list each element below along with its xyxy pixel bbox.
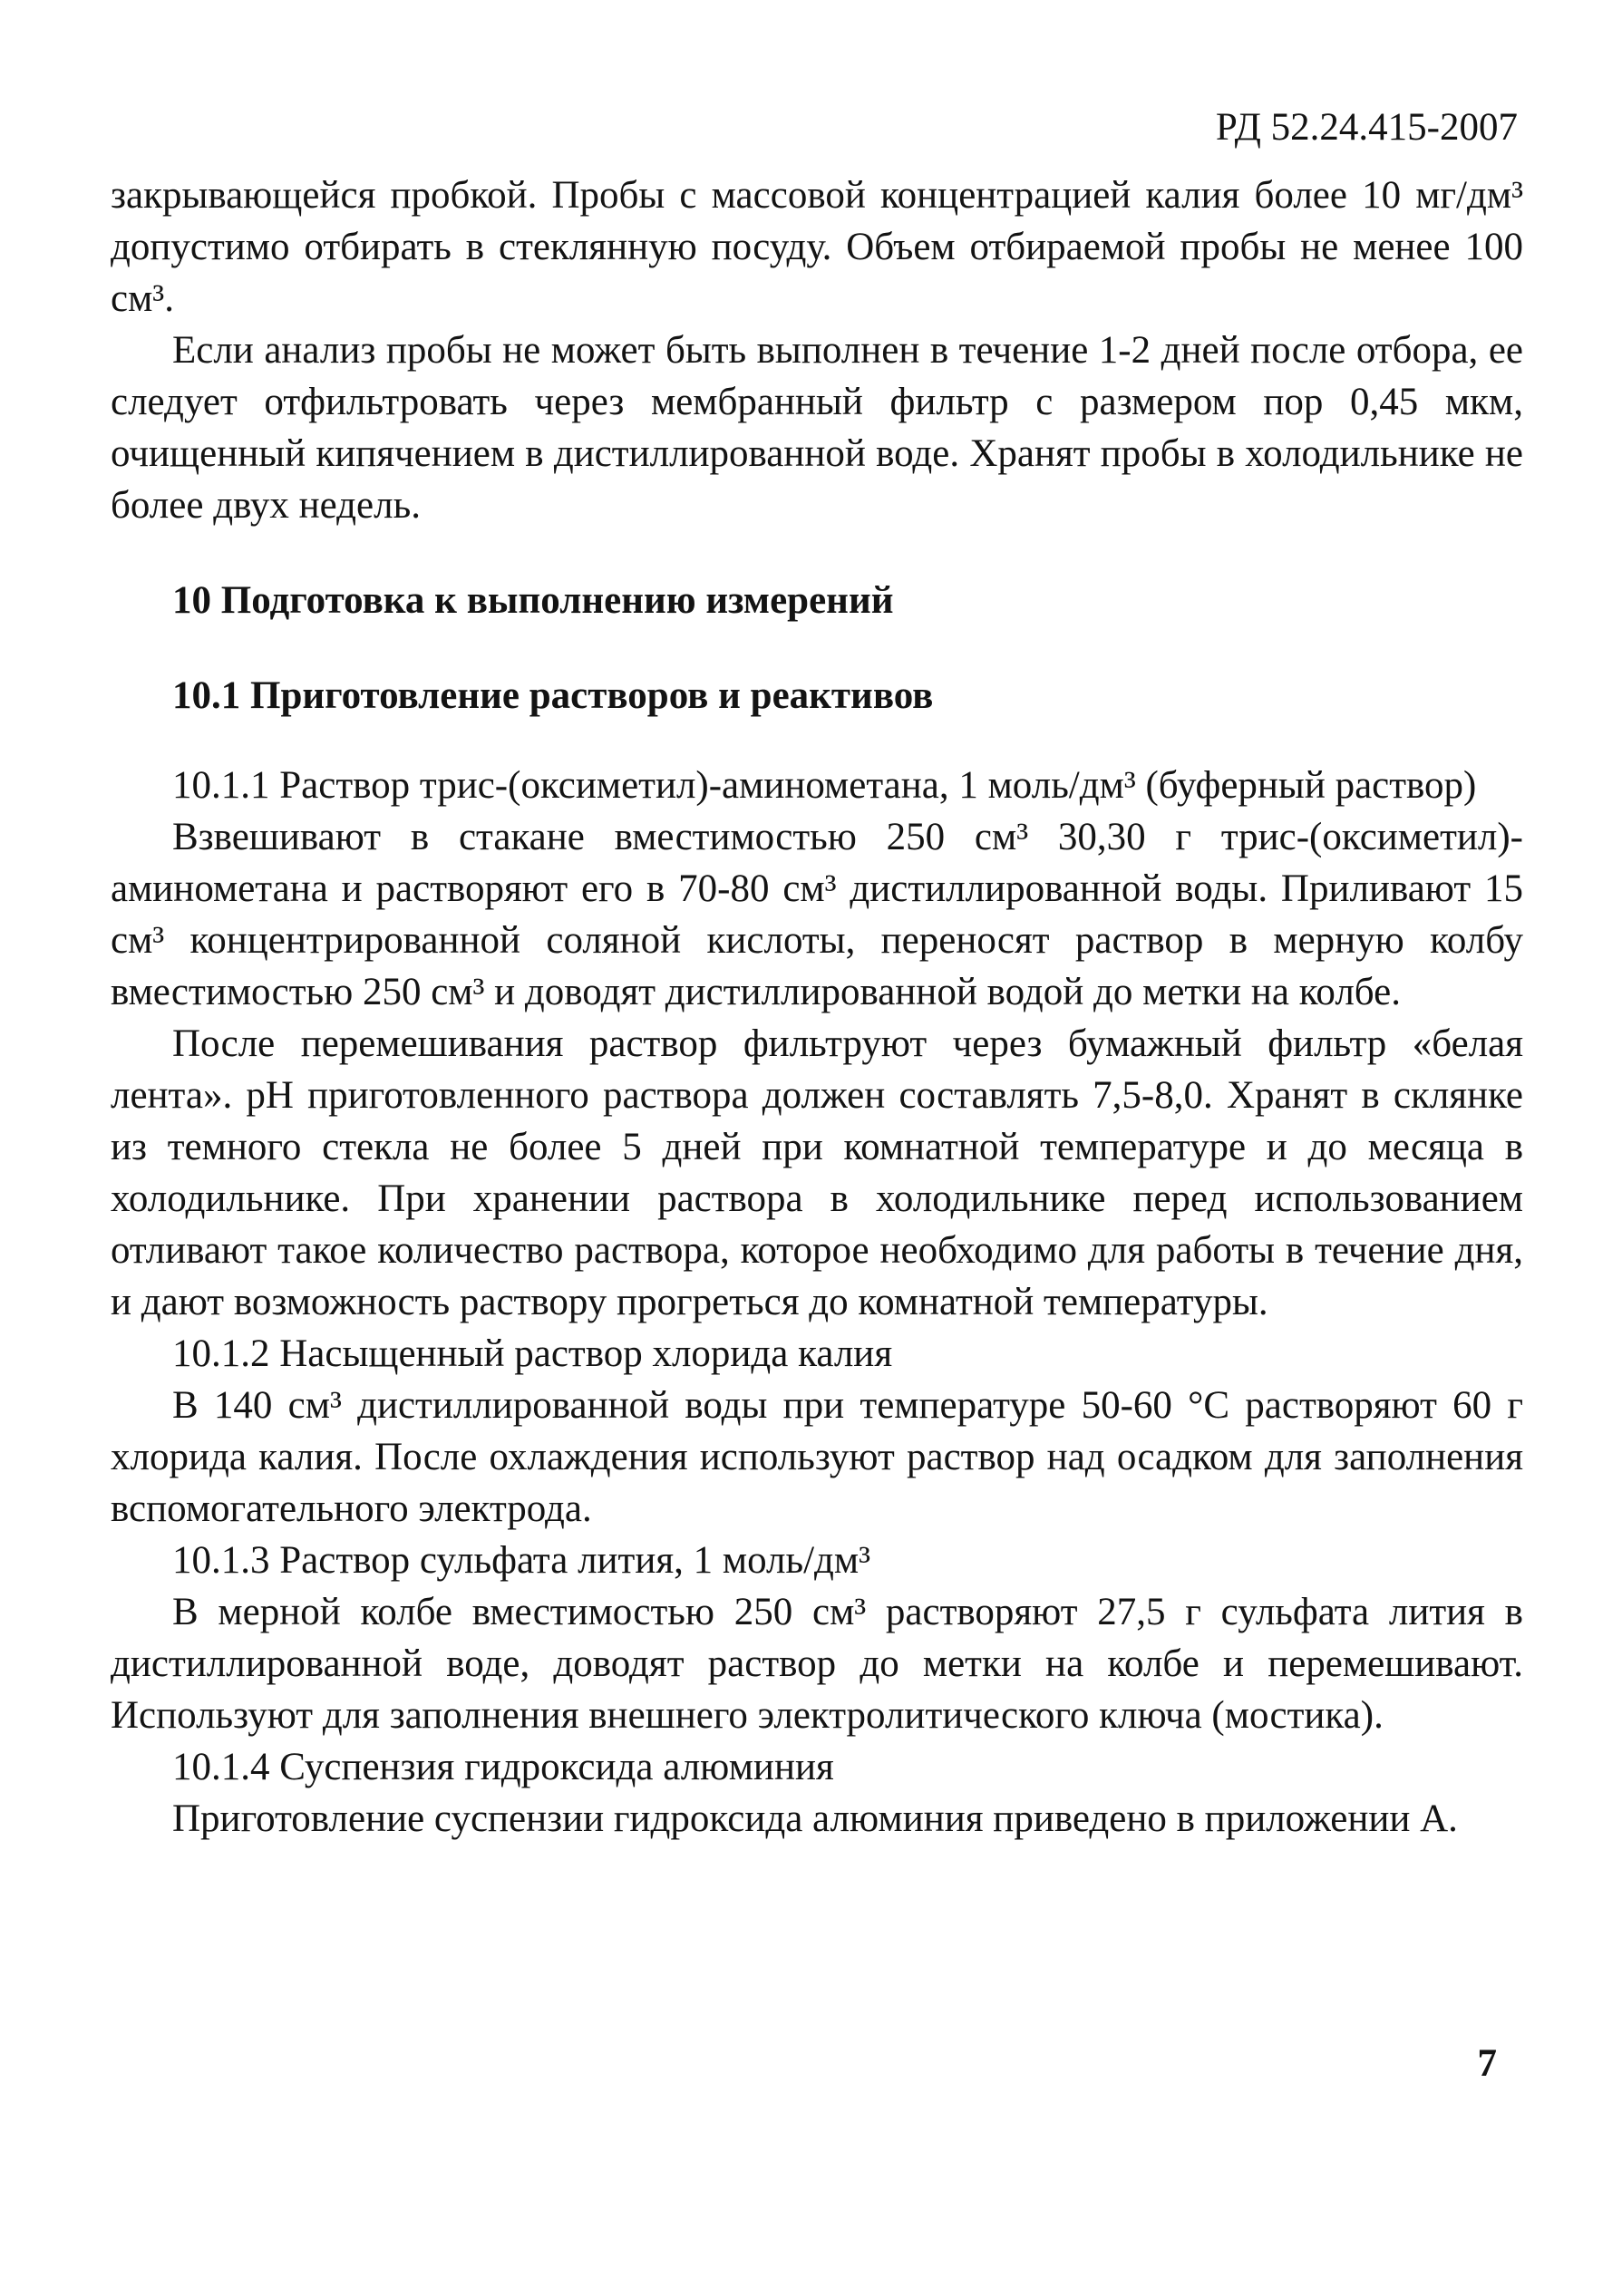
section-heading-10: 10 Подготовка к выполнению измерений xyxy=(172,579,894,622)
paragraph-al-hydroxide: Приготовление суспензии гидроксида алюминия приведено в приложении А. xyxy=(172,1797,1458,1840)
paragraph-10-1-2-title: 10.1.2 Насыщенный раствор хлорида калия xyxy=(172,1332,893,1375)
paragraph-10-1-4-title: 10.1.4 Суспензия гидроксида алюминия xyxy=(172,1746,834,1788)
paragraph-filtration-storage: Если анализ пробы не может быть выполнен в течение 1-2 дней после отбора, ее следует отфильтровать через мембранный фильтр с размером пор 0,45 мкм, очищенный кипячением в дистиллированной воде. Хранят пробы в холодильнике не более двух недель. xyxy=(111,329,1523,527)
paragraph-li2so4-preparation: В мерной колбе вместимостью 250 см³ растворяют 27,5 г сульфата лития в дистиллированной воде, доводят раствор до метки на колбе и перемешивают. Используют для заполнения внешнего электролитического ключа (мостика). xyxy=(111,1591,1523,1737)
paragraph-tris-preparation: Взвешивают в стакане вместимостью 250 см³ 30,30 г трис-(оксиметил)- аминометана и растворяют его в 70-80 см³ дистиллированной воды. Приливают 15 см³ концентрированной соляной кислоты, переносят раствор в мерную колбу вместимостью 250 см³ и доводят дистиллированной водой до метки на колбе. xyxy=(111,816,1523,1013)
paragraph-10-1-3-title: 10.1.3 Раствор сульфата лития, 1 моль/дм³ xyxy=(172,1539,871,1582)
paragraph-tris-storage: После перемешивания раствор фильтруют через бумажный фильтр «белая лента». рН приготовленного раствора должен составлять 7,5-8,0. Хранят в склянке из темного стекла не более 5 дней при комнатной температуре и до месяца в холодильнике. При хранении раствора в холодильнике перед использованием отливают такое количество раствора, которое необходимо для работы в течение дня, и дают возможность раствору прогреться до комнатной температуры. xyxy=(111,1022,1523,1323)
page-number: 7 xyxy=(1477,2042,1497,2085)
paragraph-10-1-1-title: 10.1.1 Раствор трис-(оксиметил)-аминометана, 1 моль/дм³ (буферный раствор) xyxy=(172,764,1477,807)
page-content xyxy=(111,102,1523,1845)
document-number: РД 52.24.415-2007 xyxy=(1215,106,1518,149)
paragraph-kcl-preparation: В 140 см³ дистиллированной воды при температуре 50-60 °С растворяют 60 г хлорида калия. После охлаждения используют раствор над осадком для заполнения вспомогательного электрода. xyxy=(111,1384,1523,1530)
paragraph-sampling-continuation: закрывающейся пробкой. Пробы с массовой концентрацией калия более 10 мг/дм³ допустимо отбирать в стеклянную посуду. Объем отбираемой пробы не менее 100 см³. xyxy=(111,174,1523,320)
section-heading-10-1: 10.1 Приготовление растворов и реактивов xyxy=(172,674,934,717)
